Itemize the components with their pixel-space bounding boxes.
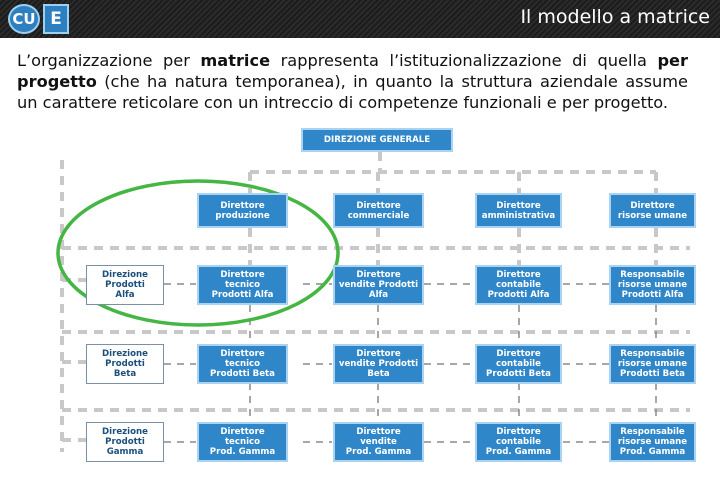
cell-beta-commercial: Direttore vendite Prodotti Beta [333, 344, 424, 384]
intro-bold-1: matrice [200, 51, 271, 70]
cell-alfa-production: Direttore tecnico Prodotti Alfa [197, 265, 288, 305]
cell-alfa-commercial: Direttore vendite Prodotti Alfa [333, 265, 424, 305]
project-beta: Direzione Prodotti Beta [86, 344, 164, 384]
project-gamma: Direzione Prodotti Gamma [86, 422, 164, 462]
director-production: Direttore produzione [197, 193, 288, 228]
cell-beta-production: Direttore tecnico Prodotti Beta [197, 344, 288, 384]
cell-gamma-administrative: Direttore contabile Prod. Gamma [475, 422, 562, 462]
director-hr: Direttore risorse umane [609, 193, 696, 228]
slide-title: Il modello a matrice [520, 6, 710, 28]
cell-gamma-commercial: Direttore vendite Prod. Gamma [333, 422, 424, 462]
cell-alfa-hr: Responsabile risorse umane Prodotti Alfa [609, 265, 696, 305]
project-alfa: Direzione Prodotti Alfa [86, 265, 164, 305]
cell-alfa-administrative: Direttore contabile Prodotti Alfa [475, 265, 562, 305]
cell-gamma-hr: Responsabile risorse umane Prod. Gamma [609, 422, 696, 462]
intro-bold-2: per progetto [17, 51, 688, 91]
cell-beta-hr: Responsabile risorse umane Prodotti Beta [609, 344, 696, 384]
intro-text-2: rappresenta l’istituzionalizzazione di quella [270, 51, 658, 70]
logo-mark-a: CU [8, 4, 40, 34]
director-commercial: Direttore commerciale [333, 193, 424, 228]
intro-text-3: (che ha natura temporanea), in quanto la struttura aziendale assume un carattere reticolare con un intreccio di competenze funzionali e per progetto. [17, 71, 688, 112]
director-administrative: Direttore amministrativa [475, 193, 562, 228]
cell-gamma-production: Direttore tecnico Prod. Gamma [197, 422, 288, 462]
cell-beta-administrative: Direttore contabile Prodotti Beta [475, 344, 562, 384]
intro-text-1: L’organizzazione per [17, 51, 201, 70]
logo-mark-b: E [43, 4, 69, 34]
general-direction-box: DIREZIONE GENERALE [301, 128, 453, 152]
